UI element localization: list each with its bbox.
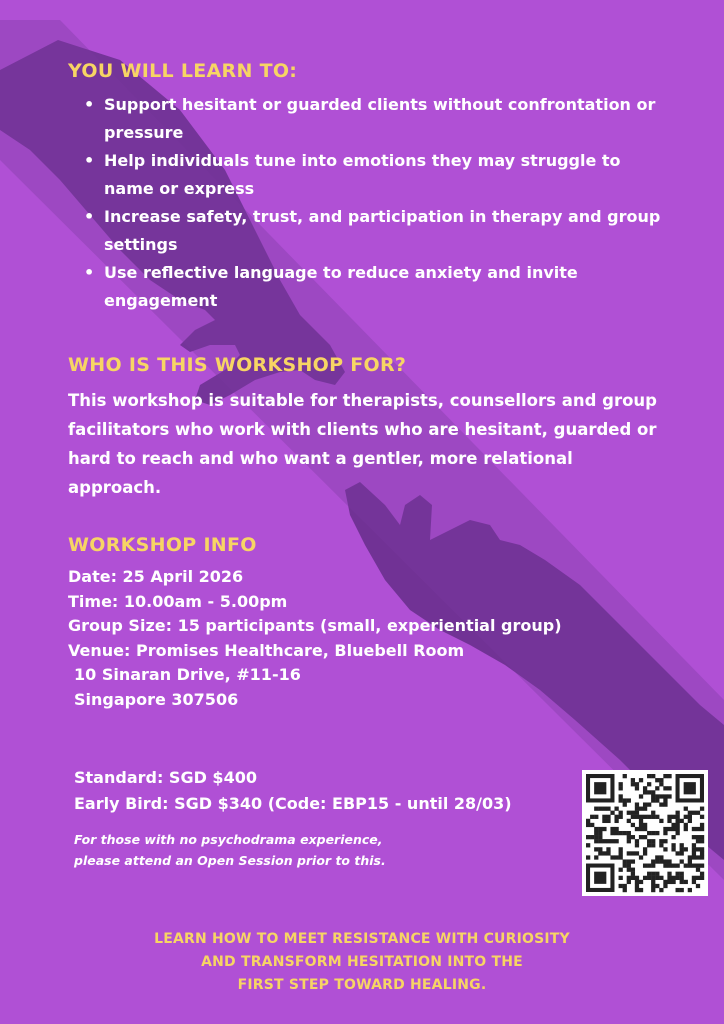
learn-list <box>84 91 664 315</box>
info-date: Date: 25 April 2026 <box>68 567 244 586</box>
learn-item-text: Help individuals tune into emotions they may struggle to name or express <box>104 151 621 198</box>
info-address-line1: 10 Sinaran Drive, #11-16 <box>74 665 301 684</box>
footer-line1: LEARN HOW TO MEET RESISTANCE WITH CURIOSITY <box>154 931 570 947</box>
who-description: This workshop is suitable for therapists, counsellors and group facilitators who work with clients who are hesitant, guarded or hard to reach and who want a gentler, more relational approach. <box>68 391 657 497</box>
list-item <box>84 259 664 315</box>
note-line1: For those with no psychodrama experience, <box>74 832 383 847</box>
bullet-icon: • <box>84 151 95 170</box>
info-venue: Venue: Promises Healthcare, Bluebell Room <box>68 640 465 660</box>
bullet-icon: • <box>84 95 95 114</box>
price-standard: Standard: SGD $400 <box>74 768 257 787</box>
list-item <box>84 91 664 147</box>
experience-note <box>74 829 504 871</box>
info-group-size: Group Size: 15 participants (small, experiential group) <box>68 616 562 635</box>
footer-line2: AND TRANSFORM HESITATION INTO THE <box>201 954 523 970</box>
footer-tagline <box>0 928 724 997</box>
learn-item-text: Use reflective language to reduce anxiety and invite engagement <box>104 263 578 310</box>
info-address-line2: Singapore 307506 <box>74 689 239 709</box>
note-line2: please attend an Open Session prior to this. <box>74 853 386 868</box>
bullet-icon: • <box>84 207 95 226</box>
info-heading: WORKSHOP INFO <box>68 534 257 556</box>
price-early-bird: Early Bird: SGD $340 (Code: EBP15 - until 28/03) <box>74 794 512 813</box>
workshop-info <box>68 565 688 712</box>
learn-heading: YOU WILL LEARN TO: <box>68 60 298 82</box>
learn-item-text: Support hesitant or guarded clients without confrontation or pressure <box>104 95 656 142</box>
info-time: Time: 10.00am - 5.00pm <box>68 591 288 611</box>
bullet-icon: • <box>84 263 95 282</box>
pricing <box>74 765 594 817</box>
list-item <box>84 147 664 203</box>
learn-item-text: Increase safety, trust, and participation in therapy and group settings <box>104 207 661 254</box>
footer-line3: FIRST STEP TOWARD HEALING. <box>237 977 487 993</box>
who-heading: WHO IS THIS WORKSHOP FOR? <box>68 354 407 376</box>
qr-code-icon[interactable] <box>582 770 708 896</box>
list-item <box>84 203 664 259</box>
